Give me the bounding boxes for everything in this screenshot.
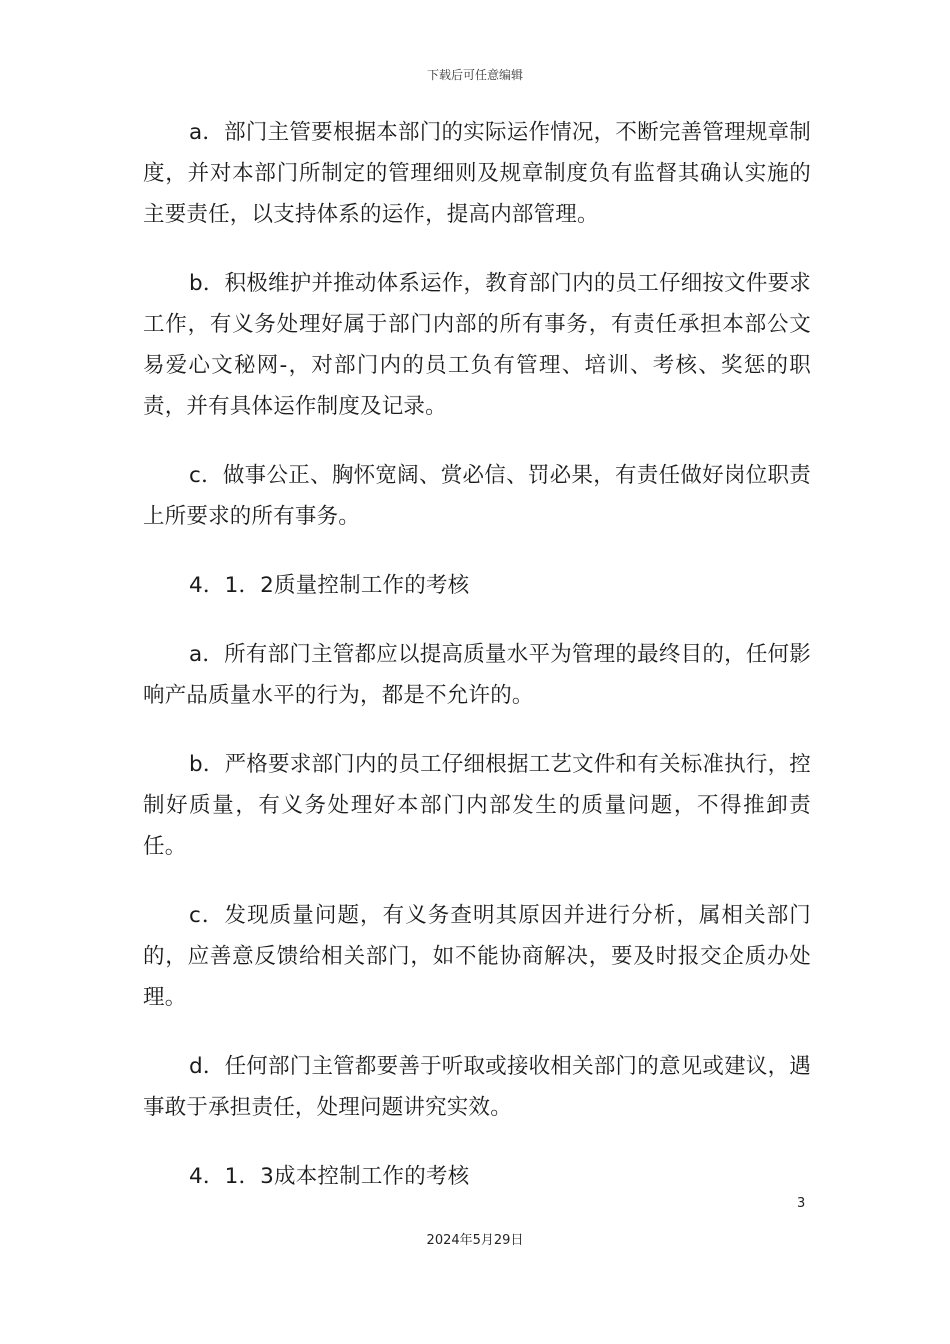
paragraph-fairness: c．做事公正、胸怀宽阔、赏必信、罚必果，有责任做好岗位职责上所要求的所有事务。 bbox=[143, 463, 811, 529]
header-note: 下载后可任意编辑 bbox=[426, 68, 523, 82]
section-heading-cost-control: 4．1．3成本控制工作的考核 bbox=[189, 1164, 470, 1189]
paragraph-listen-advice: d．任何部门主管都要善于听取或接收相关部门的意见或建议，遇事敢于承担责任，处理问题讲究实效。 bbox=[143, 1054, 811, 1120]
section-heading-quality-control: 4．1．2质量控制工作的考核 bbox=[189, 573, 470, 598]
page-number: 3 bbox=[797, 1196, 806, 1211]
footer-date: 2024年5月29日 bbox=[426, 1233, 524, 1248]
paragraph-quality-goal: a．所有部门主管都应以提高质量水平为管理的最终目的，任何影响产品质量水平的行为，都是不允许的。 bbox=[143, 642, 811, 708]
paragraph-quality-issues: c．发现质量问题，有义务查明其原因并进行分析，属相关部门的，应善意反馈给相关部门，如不能协商解决，要及时报交企质办处理。 bbox=[143, 903, 811, 1010]
document-body bbox=[143, 112, 811, 1225]
paragraph-quality-requirements: b．严格要求部门内的员工仔细根据工艺文件和有关标准执行，控制好质量，有义务处理好本部门内部发生的质量问题，不得推卸责任。 bbox=[143, 752, 811, 859]
paragraph-management-rules: a．部门主管要根据本部门的实际运作情况，不断完善管理规章制度，并对本部门所制定的管理细则及规章制度负有监督其确认实施的主要责任，以支持体系的运作，提高内部管理。 bbox=[143, 120, 811, 227]
paragraph-system-operation: b．积极维护并推动体系运作，教育部门内的员工仔细按文件要求工作，有义务处理好属于部门内部的所有事务，有责任承担本部公文易爱心文秘网-，对部门内的员工负有管理、培训、考核、奖惩的职责，并有具体运作制度及记录。 bbox=[143, 271, 811, 419]
